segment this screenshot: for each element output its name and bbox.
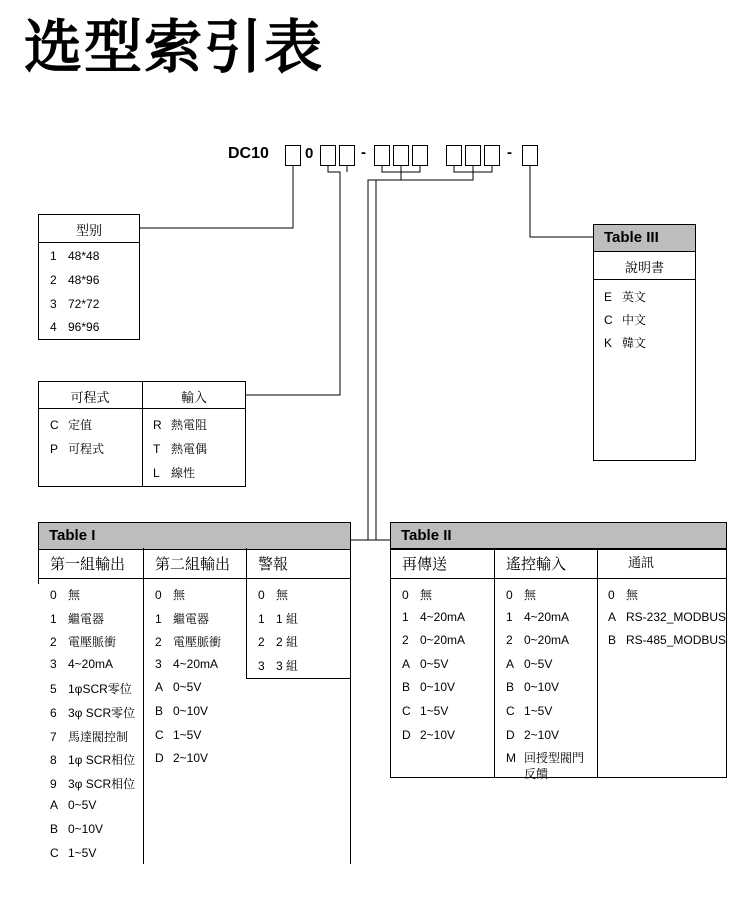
table2-col-header: 再傳送 bbox=[402, 555, 448, 573]
table1-col-header: 第一組輸出 bbox=[50, 555, 126, 573]
list-item: 0 無 bbox=[50, 588, 81, 602]
divider bbox=[38, 242, 140, 243]
list-item: 0 無 bbox=[402, 588, 433, 602]
table3-title: Table III bbox=[593, 224, 696, 252]
list-item: 0 無 bbox=[155, 588, 186, 602]
table2-col-header: 通訊 bbox=[628, 556, 655, 571]
list-item: 1 4~20mA bbox=[402, 609, 466, 624]
list-item: R 熱電阻 bbox=[153, 418, 208, 432]
page-title: 选型索引表 bbox=[24, 13, 325, 81]
divider bbox=[246, 548, 247, 678]
list-item: B 0~10V bbox=[506, 680, 560, 695]
table1-col-header: 警報 bbox=[258, 555, 289, 573]
list-item: C 中文 bbox=[604, 313, 647, 327]
list-item: P 可程式 bbox=[50, 442, 105, 456]
list-item: A 0~5V bbox=[50, 798, 97, 813]
list-item: 2 48*96 bbox=[50, 273, 100, 287]
list-item: 0 無 bbox=[258, 588, 289, 602]
list-item: 6 3φ SCR零位 bbox=[50, 706, 136, 720]
list-item: 1 繼電器 bbox=[50, 611, 105, 626]
list-item: 2 0~20mA bbox=[402, 633, 466, 648]
list-item: 5 1φSCR零位 bbox=[50, 682, 132, 697]
list-item: C 1~5V bbox=[50, 845, 97, 860]
list-item: 1 1 組 bbox=[258, 611, 299, 626]
program-header: 可程式 bbox=[70, 391, 110, 406]
list-item: 2 2 組 bbox=[258, 635, 299, 650]
divider bbox=[390, 578, 727, 579]
list-item: B 0~10V bbox=[50, 822, 104, 836]
list-item: 3 72*72 bbox=[50, 297, 100, 311]
list-item: 3 4~20mA bbox=[155, 656, 219, 671]
list-item: E 英文 bbox=[604, 290, 647, 304]
list-item: K 韓文 bbox=[604, 336, 647, 350]
list-item: A 0~5V bbox=[155, 680, 202, 695]
list-item: 2 0~20mA bbox=[506, 633, 570, 648]
divider bbox=[38, 578, 351, 579]
list-item: B 0~10V bbox=[402, 680, 456, 695]
input-header: 輸入 bbox=[180, 391, 207, 406]
model-dash-2: - bbox=[507, 144, 512, 161]
model-dash-1: - bbox=[361, 144, 366, 161]
divider bbox=[597, 548, 598, 778]
list-item: C 1~5V bbox=[402, 704, 449, 718]
divider bbox=[593, 279, 696, 280]
list-item: 1 48*48 bbox=[50, 249, 100, 263]
divider bbox=[246, 678, 350, 679]
list-item: M 回授型閥門 bbox=[506, 751, 585, 766]
divider bbox=[350, 548, 351, 864]
list-item: A 0~5V bbox=[506, 656, 553, 671]
table1-col-header: 第二組輸出 bbox=[155, 555, 231, 573]
list-item: D 2~10V bbox=[506, 727, 560, 742]
list-item: D 2~10V bbox=[402, 727, 456, 742]
list-item: C 定值 bbox=[50, 418, 93, 432]
list-item: B 0~10V bbox=[155, 704, 209, 718]
list-item: 1 4~20mA bbox=[506, 609, 570, 624]
list-item: 0 無 bbox=[608, 588, 639, 602]
list-item: B RS-485_MODBUS bbox=[608, 633, 727, 648]
list-item: T 熱電偶 bbox=[153, 442, 208, 456]
list-item: 8 1φ SCR相位 bbox=[50, 753, 136, 768]
list-item: 3 3 組 bbox=[258, 658, 299, 673]
list-item: A RS-232_MODBUS bbox=[608, 609, 727, 624]
model-fixed-digit: 0 bbox=[305, 145, 314, 162]
divider bbox=[143, 548, 144, 864]
list-item: D 2~10V bbox=[155, 751, 209, 766]
list-item: 3 4~20mA bbox=[50, 656, 114, 671]
model-prefix: DC10 bbox=[228, 145, 269, 162]
list-item: L 線性 bbox=[153, 466, 196, 480]
list-item: 9 3φ SCR相位 bbox=[50, 776, 136, 791]
list-item: 7 馬達閥控制 bbox=[50, 729, 129, 744]
list-item: 2 電壓脈衝 bbox=[155, 635, 222, 650]
list-item: 反饋 bbox=[524, 767, 549, 782]
list-item: C 1~5V bbox=[506, 704, 553, 718]
list-item: 1 繼電器 bbox=[155, 611, 210, 626]
divider bbox=[494, 548, 495, 778]
list-item: C 1~5V bbox=[155, 727, 202, 742]
list-item: 2 電壓脈衝 bbox=[50, 635, 117, 650]
table1-title: Table I bbox=[38, 522, 351, 550]
table3-header: 說明書 bbox=[624, 261, 664, 276]
list-item: 0 無 bbox=[506, 588, 537, 602]
table2-col-header: 遙控輸入 bbox=[506, 555, 567, 573]
table2-title: Table II bbox=[390, 522, 727, 550]
model-type-header: 型别 bbox=[75, 224, 102, 239]
list-item: A 0~5V bbox=[402, 656, 449, 671]
list-item: 4 96*96 bbox=[50, 320, 100, 334]
